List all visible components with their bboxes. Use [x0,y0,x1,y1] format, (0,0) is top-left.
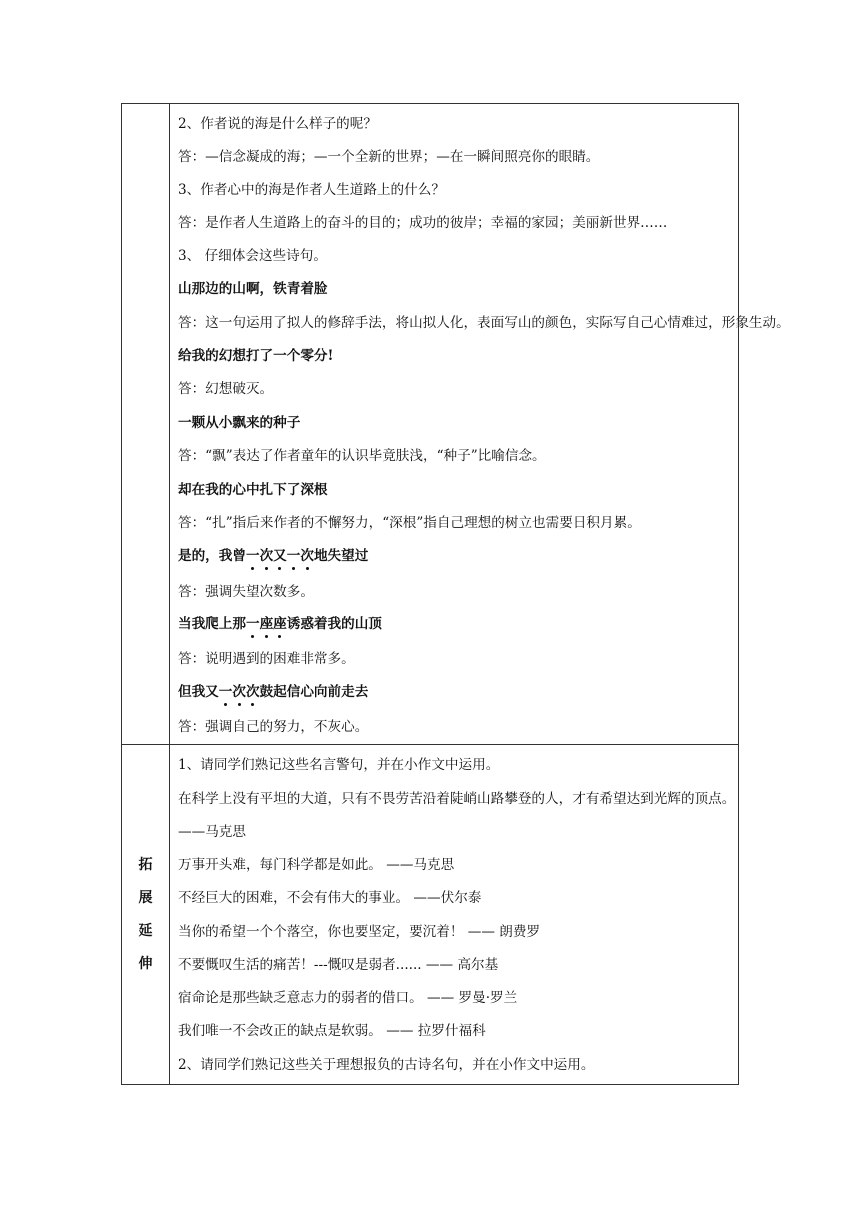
emphasis-char: 又 [273,548,287,564]
text-line: 答：“飘”表达了作者童年的认识毕竟肤浅，“种子”比喻信念。 [178,448,546,464]
text-line: 2、作者说的海是什么样子的呢？ [178,116,377,132]
section-label-char: 伸 [138,956,153,972]
quote-line: 在科学上没有平坦的大道，只有不畏劳苦沿着陡峭山路攀登的人，才有希望达到光辉的顶点。 [178,791,736,807]
section-extension-content [170,745,738,1084]
quote-line: 宿命论是那些缺乏意志力的弱者的借口。 —— 罗曼·罗兰 [178,990,518,1006]
dotted-line-after: 鼓起信心向前走去 [259,684,369,700]
quote-line: 万事开头难，每门科学都是如此。 ——马克思 [178,857,455,873]
text-line: 答：说明遇到的困难非常多。 [178,651,355,667]
emphasis-char: 一 [245,548,260,564]
text-line: 答：幻想破灭。 [178,381,274,397]
quote-line: 不经巨大的困难，不会有伟大的事业。 ——伏尔泰 [178,890,482,906]
text-line: 2、请同学们熟记这些关于理想报负的古诗名句，并在小作文中运用。 [178,1057,595,1073]
dotted-line-after: 地失望过 [313,548,369,564]
emphasis-char: 次 [245,684,260,700]
dotted-line-before: 当我爬上那 [178,616,246,632]
section-label-char: 拓 [138,857,153,873]
text-line: 答：“扎”指后来作者的不懈努力，“深根”指自己理想的树立也需要日积月累。 [178,515,641,531]
text-line: 答：—信念凝成的海；—一个全新的世界；—在一瞬间照亮你的眼睛。 [178,149,600,165]
text-line: 答：强调自己的努力，不灰心。 [178,719,369,735]
emphasis-char: 次 [259,548,274,564]
emphasis-char: 一 [286,548,301,564]
section-extension [121,745,739,1085]
quote-line: 当你的希望一个个落空，你也要坚定，要沉着！ —— 朗费罗 [178,924,541,940]
text-line: 3、 仔细体会这些诗句。 [178,248,327,264]
section-label-char: 延 [138,923,153,939]
dotted-line-after: 诱惑着我的山顶 [286,616,382,632]
emphasis-char: 座 [259,616,274,632]
section-qa-label-cell [122,104,170,744]
text-line: 答：是作者人生道路上的奋斗的目的；成功的彼岸；幸福的家园；美丽新世界…… [178,215,668,231]
dotted-line [178,546,368,566]
text-line-bold: 给我的幻想打了一个零分! [178,348,334,364]
quote-line: 不要慨叹生活的痛苦！---慨叹是弱者...... —— 高尔基 [178,957,499,973]
text-line-bold: 山那边的山啊，铁青着脸 [178,281,328,297]
dotted-line [178,682,368,702]
dotted-line [178,614,382,634]
text-line: 答：强调失望次数多。 [178,584,314,600]
dotted-emphasis [219,684,260,700]
text-line-bold: 却在我的心中扎下了深根 [178,482,328,498]
quote-line: 我们唯一不会改正的缺点是软弱。 —— 拉罗什福科 [178,1023,486,1039]
text-line: 3、作者心中的海是作者人生道路上的什么？ [178,182,445,198]
text-line-bold: 一颗从小飘来的种子 [178,415,301,431]
dotted-line-before: 是的，我曾 [178,548,246,564]
emphasis-char: 次 [232,684,246,700]
emphasis-char: 一 [218,684,233,700]
emphasis-char: 一 [245,616,260,632]
text-line: 答：这一句运用了拟人的修辞手法，将山拟人化，表面写山的颜色，实际写自己心情难过，形象生动。 [178,315,790,331]
emphasis-char: 座 [273,616,287,632]
emphasis-char: 次 [300,548,314,564]
dotted-emphasis [246,616,287,632]
section-qa [121,103,790,745]
text-line: 1、请同学们熟记这些名言警句，并在小作文中运用。 [178,757,500,773]
section-label-char: 展 [138,890,153,906]
dotted-line-before: 但我又 [178,684,219,700]
quote-author: ——马克思 [178,824,246,840]
section-extension-label-cell [122,745,170,1084]
section-qa-content [170,104,790,744]
dotted-emphasis [246,548,314,564]
